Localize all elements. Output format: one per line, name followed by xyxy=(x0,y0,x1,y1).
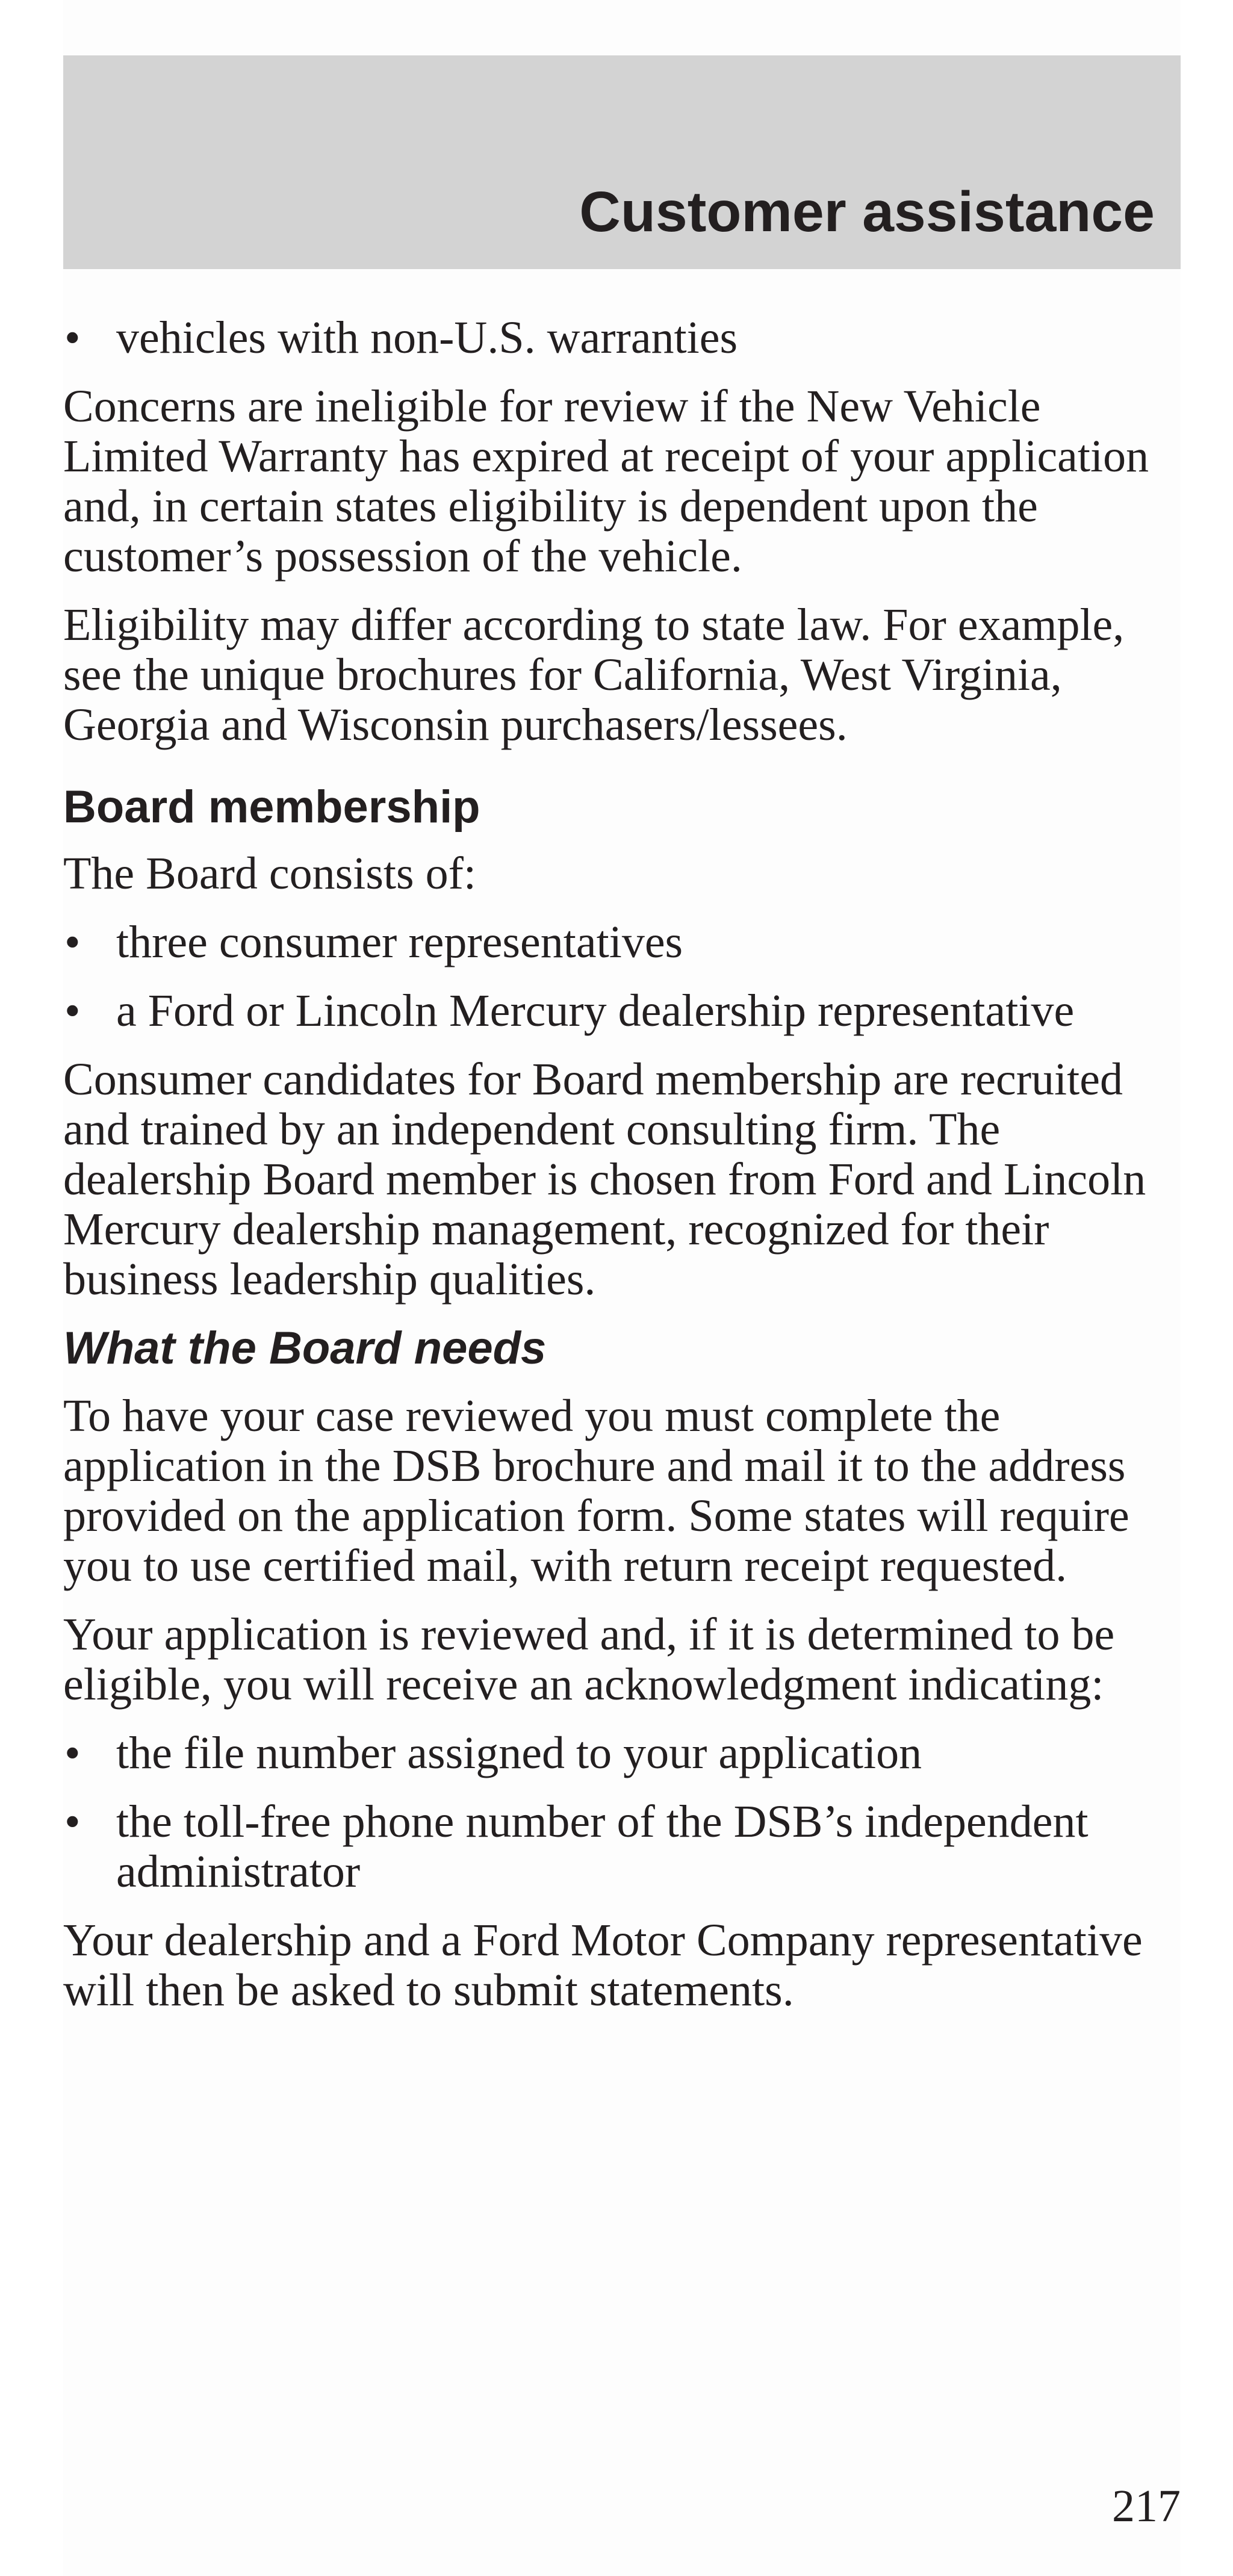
list-item xyxy=(63,1797,1181,1897)
list-item xyxy=(63,1728,1181,1778)
paragraph-concerns: Concerns are ineligible for review if the New Vehicle Limited Warranty has expired at receipt of your application and, in certain states eligibility is dependent upon the customer’s possession of the vehicle. xyxy=(63,381,1149,582)
list-item xyxy=(63,986,1181,1036)
paragraph-eligibility: Eligibility may differ according to state law. For example, see the unique brochures for California, West Virginia, Georgia and Wisconsin purchasers/lessees. xyxy=(63,600,1125,750)
paragraph-board-consists: The Board consists of: xyxy=(63,848,477,899)
section-title: Customer assistance xyxy=(579,180,1155,244)
list-item-text: a Ford or Lincoln Mercury dealership representative xyxy=(116,985,1075,1036)
list-item-text: vehicles with non-U.S. warranties xyxy=(116,312,738,363)
paragraph-case-reviewed: To have your case reviewed you must complete the application in the DSB brochure and mail it to the address provided on the application form. Some states will require you to use certified mail, with return receipt requested. xyxy=(63,1391,1129,1591)
bullet-icon: • xyxy=(64,1796,81,1847)
bullet-icon: • xyxy=(64,985,81,1036)
bullet-icon: • xyxy=(64,312,81,363)
bullet-icon: • xyxy=(64,1728,81,1778)
heading-what-board-needs: What the Board needs xyxy=(63,1323,547,1374)
paragraph-consumer-candidates: Consumer candidates for Board membership are recruited and trained by an independent consulting firm. The dealership Board member is chosen from Ford and Lincoln Mercury dealership management, recognized for their business leadership qualities. xyxy=(63,1054,1146,1305)
page-content xyxy=(63,313,1181,2034)
page-number: 217 xyxy=(1112,2481,1181,2531)
list-item xyxy=(63,313,1181,363)
bullet-icon: • xyxy=(64,917,81,967)
list-item xyxy=(63,917,1181,967)
list-item-text: the file number assigned to your application xyxy=(116,1728,922,1778)
paragraph-dealership-statements: Your dealership and a Ford Motor Company representative will then be asked to submit statements. xyxy=(63,1915,1143,2016)
heading-board-membership: Board membership xyxy=(63,781,480,833)
list-item-text: the toll-free phone number of the DSB’s independent administrator xyxy=(116,1796,1089,1897)
paragraph-application-reviewed: Your application is reviewed and, if it is determined to be eligible, you will receive an acknowledgment indicating: xyxy=(63,1609,1115,1710)
list-item-text: three consumer representatives xyxy=(116,917,683,967)
